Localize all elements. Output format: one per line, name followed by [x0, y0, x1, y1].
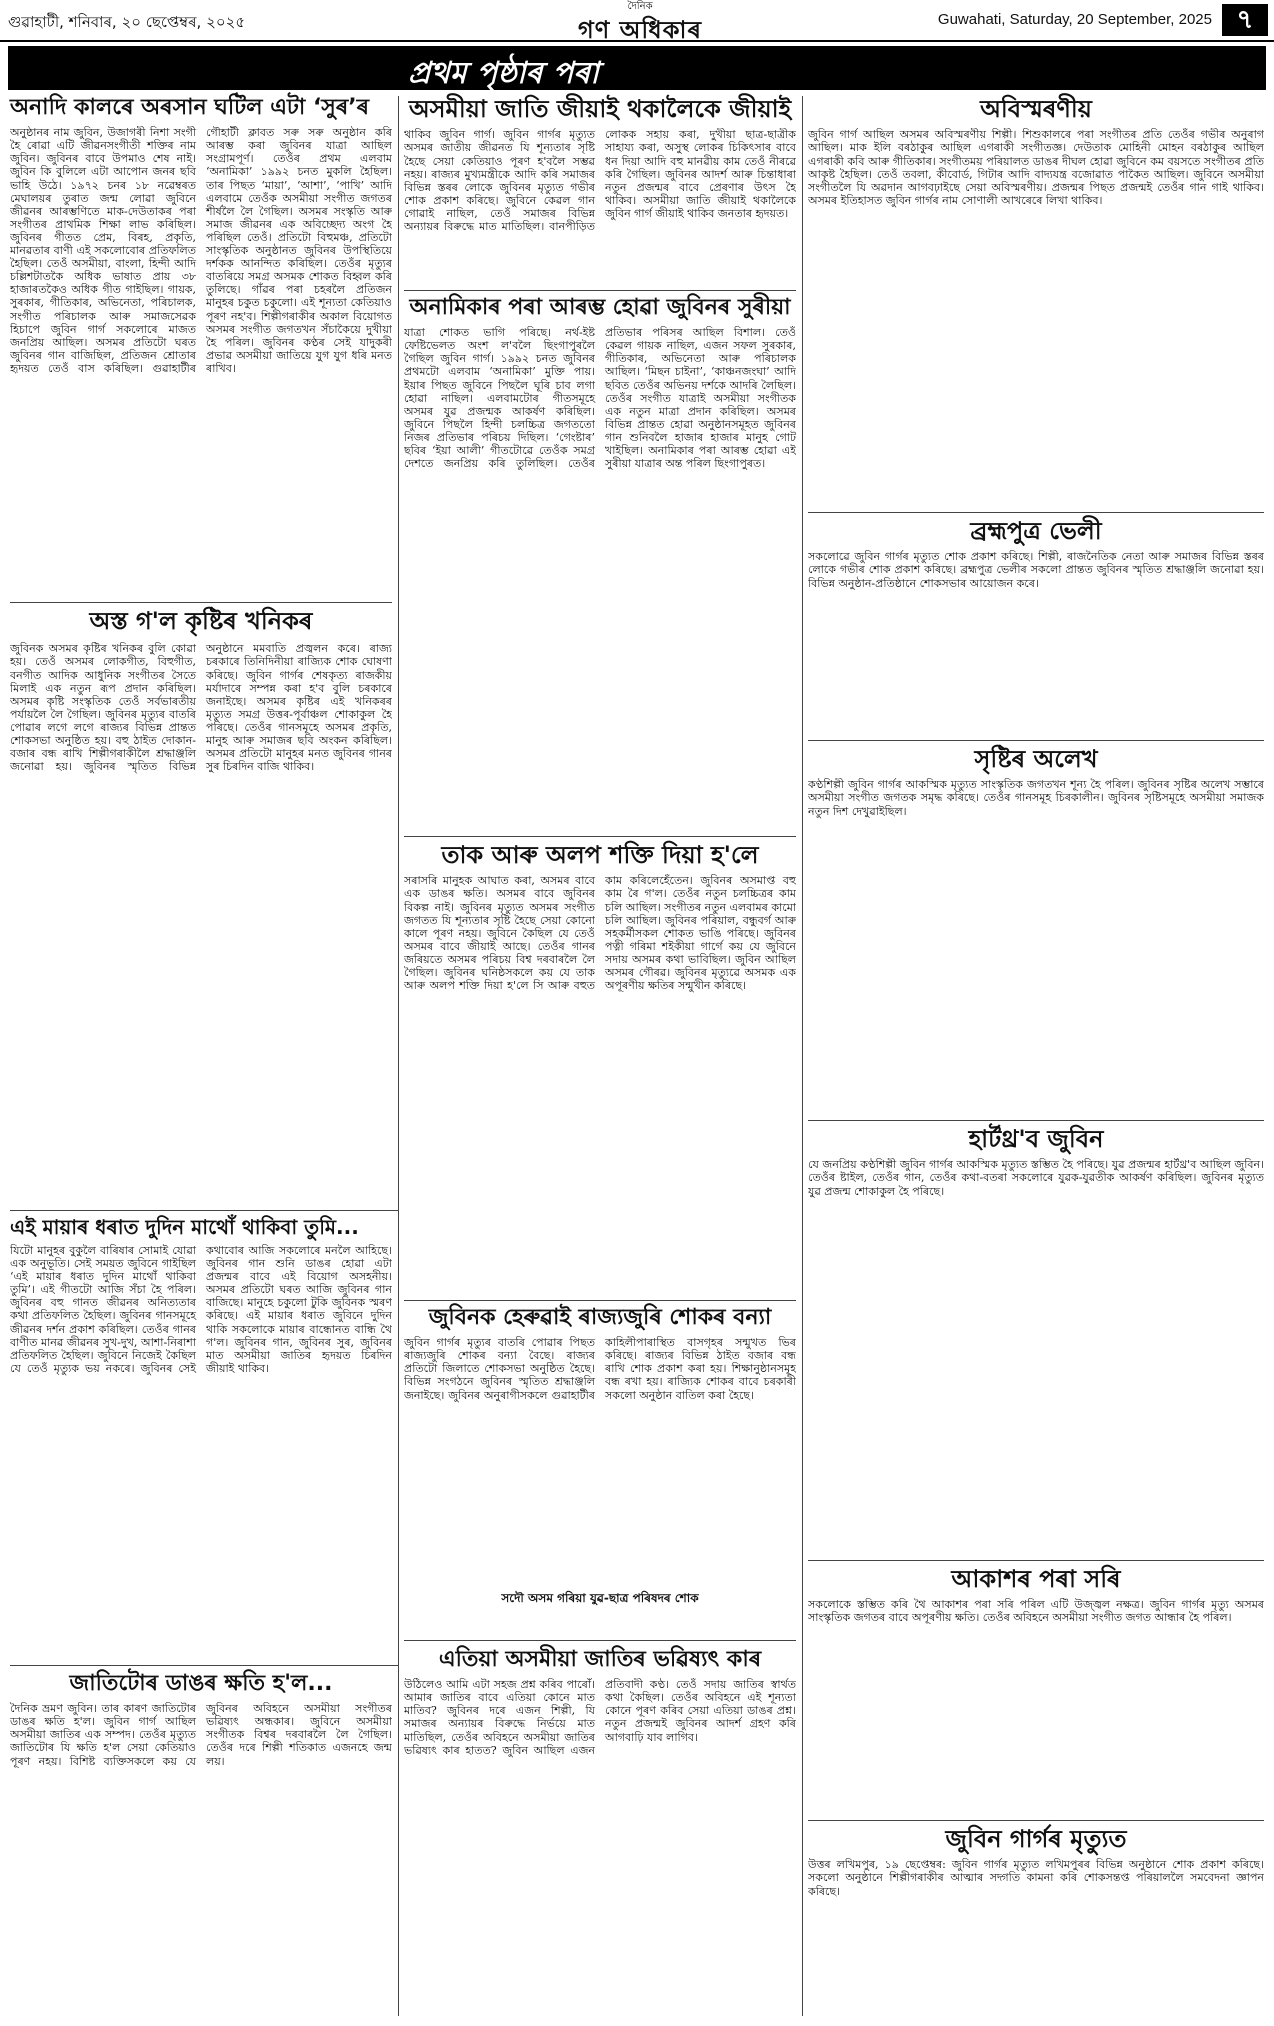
article-2: [404, 96, 796, 268]
divider: [808, 1560, 1264, 1561]
article-headline: অবিস্মৰণীয়: [980, 95, 1092, 123]
article-12: [808, 746, 1264, 1118]
divider: [404, 1300, 796, 1301]
divider: [10, 1210, 398, 1211]
article-headline: আকাশৰ পৰা সৰি: [951, 1565, 1121, 1593]
divider: [10, 602, 392, 603]
logo-main-text: গণ অধিকাৰ: [578, 16, 702, 44]
masthead-date-assamese: গুৱাহাটী, শনিবাৰ, ২০ ছেপ্তেম্বৰ, ২০২৫: [8, 13, 246, 31]
article-body: যাত্ৰা শোকত ভাগি পৰিছে। নৰ্থ-ইষ্ট ফেষ্টিভেলত অংশ ল'বলৈ ছিংগাপুৰলৈ গৈছিল জুবিন গাৰ্গ। ১৯৯২ চনত জুবিনৰ প্ৰথমটো এলবাম ‘অনামিকা’ মুক্তি পায়। ইয়াৰ পিছত জুবিনে পিছলৈ ঘূৰি চাব লগা হোৱা নাছিল। এলবামটোৰ গীতসমূহে অসমৰ যুৱ প্ৰজন্মক আকৰ্ষণ কৰিছিল। জুবিনে পিছলৈ হিন্দী চলচ্চিত্ৰ জগততো নিজৰ প্ৰতিভাৰ পৰিচয় দিছিল। ‘গেংষ্টাৰ’ ছবিৰ ‘ইয়া আলী’ গীতটোৱে তেওঁক সমগ্ৰ দেশতে জনপ্ৰিয় কৰি তুলিছিল। তেওঁৰ প্ৰতিভাৰ পৰিসৰ আছিল বিশাল। তেওঁ কেৱল গায়ক নাছিল, এজন সফল সুৰকাৰ, গীতিকাৰ, অভিনেতা আৰু পৰিচালক আছিল। ‘মিছন চাইনা’, ‘কাঞ্চনজংঘা’ আদি ছবিত তেওঁৰ অভিনয় দৰ্শকে আদৰি লৈছিল। তেওঁৰ সংগীত যাত্ৰাই অসমীয়া সংগীতক এক নতুন মাত্ৰা প্ৰদান কৰিছিল। অসমৰ বিভিন্ন প্ৰান্তত হোৱা অনুষ্ঠানসমূহত জুবিনৰ গান শুনিবলৈ হাজাৰ হাজাৰ মানুহ গোট খাইছিল। অনামিকাৰ পৰা আৰম্ভ হোৱা এই সুৰীয়া যাত্ৰাৰ অন্ত পৰিল ছিংগাপুৰত।: [404, 326, 796, 471]
article-10: [808, 96, 1264, 498]
masthead-date-english: Guwahati, Saturday, 20 September, 2025: [937, 11, 1212, 28]
article-3: [404, 296, 796, 826]
divider: [808, 512, 1264, 513]
divider: [404, 290, 796, 291]
article-headline: এতিয়া অসমীয়া জাতিৰ ভৱিষ্যৎ কাৰ: [438, 1647, 762, 1672]
divider: [10, 1665, 398, 1666]
article-7: [404, 1306, 796, 1614]
article-9: [10, 1672, 392, 2002]
article-subhead: সদৌ অসম গৰিয়া যুৱ-ছাত্ৰ পৰিষদৰ শোক: [501, 1591, 699, 1606]
divider: [404, 836, 796, 837]
article-body: থাকিব জুবিন গাৰ্গ। জুবিন গাৰ্গৰ মৃত্যুত অসমৰ জাতীয় জীৱনত যি শূন্যতাৰ সৃষ্টি হৈছে সেয়া কেতিয়াও পূৰণ হ'বলৈ সম্ভৱ নহয়। ৰাজ্যৰ মুখ্যমন্ত্ৰীকে আদি কৰি সমাজৰ বিভিন্ন স্তৰৰ লোকে জুবিনৰ মৃত্যুত গভীৰ শোক প্ৰকাশ কৰিছে। জুবিনে কেৱল গান গোৱাই নাছিল, তেওঁ সমাজৰ বিভিন্ন অন্যায়ৰ বিৰুদ্ধে মাত মাতিছিল। বানপীড়িত লোকক সহায় কৰা, দুখীয়া ছাত্ৰ-ছাত্ৰীক সাহায্য কৰা, অসুস্থ লোকৰ চিকিৎসাৰ বাবে ধন দিয়া আদি বহু মানৱীয় কাম তেওঁ নীৰৱে কৰি গৈছিল। জুবিনৰ আদৰ্শ আৰু চিন্তাধাৰা নতুন প্ৰজন্মৰ বাবে প্ৰেৰণাৰ উৎস হৈ থাকিব। অসমীয়া জাতি জীয়াই থকালৈকে জুবিন গাৰ্গ জীয়াই থাকিব জনতাৰ হৃদয়ত।: [404, 128, 796, 234]
article-15: [808, 1826, 1264, 2008]
section-banner: [8, 46, 1266, 90]
article-body: উঠিলেও আমি এটা সহজ প্ৰশ্ন কৰিব পাৰোঁ। আমাৰ জাতিৰ বাবে এতিয়া কোনে মাত মাতিব? জুবিনৰ দৰে এজন শিল্পী, যি সমাজৰ অন্যায়ৰ বিৰুদ্ধে নিৰ্ভয়ে মাত মাতিছিল, তেওঁৰ অবিহনে অসমীয়া জাতিৰ ভৱিষ্যৎ কাৰ হাতত? জুবিন আছিল এজন প্ৰতিবাদী কণ্ঠ। তেওঁ সদায় জাতিৰ স্বাৰ্থত কথা কৈছিল। তেওঁৰ অবিহনে এই শূন্যতা কোনে পূৰণ কৰিব সেয়া এতিয়া ডাঙৰ প্ৰশ্ন। নতুন প্ৰজন্মই জুবিনৰ আদৰ্শ গ্ৰহণ কৰি আগবাঢ়ি যাব লাগিব।: [404, 1678, 796, 1757]
article-body: যে জনপ্ৰিয় কণ্ঠশিল্পী জুবিন গাৰ্গৰ আকস্মিক মৃত্যুত স্তম্ভিত হৈ পৰিছে। যুৱ প্ৰজন্মৰ হাৰ্টথ্ৰ'ব আছিল জুবিন। তেওঁৰ ষ্টাইল, তেওঁৰ গান, তেওঁৰ কথা-বতৰা সকলোৰে যুৱক-যুৱতীক আকৰ্ষণ কৰিছিল। জুবিনৰ মৃত্যুত যুৱ প্ৰজন্ম শোকাকুল হৈ পৰিছে।: [808, 1158, 1264, 1198]
article-headline: অনাদি কালৰে অৰসান ঘটিল এটা ‘সুৰ’ৰ: [10, 95, 369, 120]
article-headline: জুবিন গাৰ্গৰ মৃত্যুত: [945, 1825, 1127, 1853]
article-13: [808, 1126, 1264, 1558]
article-headline: জাতিটোৰ ডাঙৰ ক্ষতি হ'ল...: [69, 1671, 333, 1696]
page-number: ৭: [1222, 4, 1268, 36]
article-body: জুবিনক অসমৰ কৃষ্টিৰ খনিকৰ বুলি কোৱা হয়। তেওঁ অসমৰ লোকগীত, বিহুগীত, বনগীত আদিক আধুনিক সংগীতৰ সৈতে মিলাই এক নতুন ৰূপ প্ৰদান কৰিছিল। অসমৰ কৃষ্টি সংস্কৃতিক তেওঁ সৰ্বভাৰতীয় পৰ্যায়লৈ লৈ গৈছিল। জুবিনৰ মৃত্যুৰ বাতৰি পোৱাৰ লগে লগে ৰাজ্যৰ বিভিন্ন প্ৰান্তত শোকসভা অনুষ্ঠিত হয়। বহু ঠাইত দোকান-বজাৰ বন্ধ ৰাখি শিল্পীগৰাকীলৈ শ্ৰদ্ধাঞ্জলি জনোৱা হয়। জুবিনৰ স্মৃতিত বিভিন্ন অনুষ্ঠানে মমবাতি প্ৰজ্বলন কৰে। ৰাজ্য চৰকাৰে তিনিদিনীয়া ৰাজ্যিক শোক ঘোষণা কৰিছে। জুবিন গাৰ্গৰ শেষকৃত্য ৰাজকীয় মৰ্যাদাৰে সম্পন্ন কৰা হ'ব বুলি চৰকাৰে জনাইছে। অসমৰ কৃষ্টিৰ এই খনিকৰৰ মৃত্যুত সমগ্ৰ উত্তৰ-পূৰ্বাঞ্চল শোকাকুল হৈ পৰিছে। তেওঁৰ গানসমূহে অসমৰ প্ৰকৃতি, মানুহ আৰু সমাজৰ ছবি অংকন কৰিছিল। অসমৰ প্ৰতিটো মানুহৰ মনত জুবিনৰ গানৰ সুৰ চিৰদিন বাজি থাকিব।: [10, 642, 392, 774]
article-5: [404, 842, 796, 1274]
article-body: সকলোকে স্তম্ভিত কৰি থৈ আকাশৰ পৰা সৰি পৰিল এটি উজ্জ্বল নক্ষত্ৰ। জুবিন গাৰ্গৰ মৃত্যু অসমৰ সাংস্কৃতিক জগতৰ বাবে অপূৰণীয় ক্ষতি। তেওঁৰ অবিহনে অসমীয়া সংগীত জগত আন্ধাৰ হৈ পৰিল।: [808, 1598, 1264, 1625]
column-rule: [398, 96, 399, 2016]
article-14: [808, 1566, 1264, 1818]
article-headline: অসমীয়া জাতি জীয়াই থকালৈকে জীয়াই: [408, 95, 792, 123]
article-body: দৈনিক ভ্ৰমণ জুবিন। তাৰ কাৰণ জাতিটোৰ ডাঙৰ ক্ষতি হ'ল। জুবিন গাৰ্গ আছিল অসমীয়া জাতিৰ এক সম্পদ। তেওঁৰ মৃত্যুত জাতিটোৰ যি ক্ষতি হ'ল সেয়া কেতিয়াও পূৰণ নহয়। বিশিষ্ট ব্যক্তিসকলে কয় যে জুবিনৰ অবিহনে অসমীয়া সংগীতৰ ভৱিষ্যৎ অন্ধকাৰ। জুবিনে অসমীয়া সংগীতক বিশ্বৰ দৰবাৰলৈ লৈ গৈছিল। তেওঁৰ দৰে শিল্পী শতিকাত এজনহে জন্ম লয়।: [10, 1702, 392, 1768]
section-title: প্ৰথম পৃষ্ঠাৰ পৰা: [408, 56, 599, 91]
article-4: [10, 608, 392, 1217]
article-body: সৰাসৰি মানুহক আঘাত কৰা, অসমৰ বাবে এক ডাঙৰ ক্ষতি। অসমৰ বাবে জুবিনৰ বিকল্প নাই। জুবিনৰ মৃত্যুত অসমৰ সংগীত জগতত যি শূন্যতাৰ সৃষ্টি হৈছে সেয়া কোনো কালে পূৰণ নহয়। জুবিনে কৈছিল যে তেওঁ অসমৰ বাবে জীয়াই আছে। তেওঁৰ গানৰ জৰিয়তে অসমৰ পৰিচয় বিশ্ব দৰবাৰলৈ লৈ গৈছিল। জুবিনৰ ঘনিষ্ঠসকলে কয় যে তাক আৰু অলপ শক্তি দিয়া হ'লে সি আৰু বহুত কাম কৰিলেহেঁতেন। জুবিনৰ অসমাপ্ত বহু কাম ৰৈ গ'ল। তেওঁৰ নতুন চলচ্চিত্ৰৰ কাম চলি আছিল। সংগীতৰ নতুন এলবামৰ কামো চলি আছিল। জুবিনৰ পৰিয়াল, বন্ধুবৰ্গ আৰু সহকৰ্মীসকল শোকত ভাঙি পৰিছে। জুবিনৰ পত্নী গৰিমা শইকীয়া গাৰ্গে কয় যে জুবিনে সদায় অসমৰ কথা ভাবিছিল। জুবিন আছিল অসমৰ গৌৰৱ। জুবিনৰ মৃত্যুৱে অসমক এক অপূৰণীয় ক্ষতিৰ সন্মুখীন কৰিছে।: [404, 874, 796, 993]
article-headline: এই মায়াৰ ধৰাত দুদিন মাথোঁ থাকিবা তুমি...: [10, 1215, 359, 1239]
article-body: কণ্ঠশিল্পী জুবিন গাৰ্গৰ আকস্মিক মৃত্যুত সাংস্কৃতিক জগতখন শূন্য হৈ পৰিল। জুবিনৰ সৃষ্টিৰ অলেখ সম্ভাৰে অসমীয়া সংগীত জগতক সমৃদ্ধ কৰিছে। তেওঁৰ গানসমূহ চিৰকালীন। জুবিনৰ সৃষ্টিসমূহে অসমীয়া সমাজক নতুন দিশ দেখুৱাইছিল।: [808, 778, 1264, 818]
column-rule: [802, 96, 803, 2016]
article-body: জুবিন গাৰ্গ আছিল অসমৰ অবিস্মৰণীয় শিল্পী। শিশুকালৰে পৰা সংগীতৰ প্ৰতি তেওঁৰ গভীৰ অনুৰাগ আছিল। মাক ইলি বৰঠাকুৰ আছিল এগৰাকী সংগীতজ্ঞ। দেউতাক মোহিনী মোহন বৰঠাকুৰ আছিল এগৰাকী কবি আৰু গীতিকাৰ। সংগীতময় পৰিয়ালত ডাঙৰ দীঘল হোৱা জুবিনে কম বয়সতে সংগীতৰ প্ৰতি আকৃষ্ট হৈছিল। তেওঁ তবলা, কীবোৰ্ড, গিটাৰ আদি বাদ্যযন্ত্ৰ বজোৱাত পাকৈত আছিল। জুবিনে অসমীয়া সংগীতলৈ যি অৱদান আগবঢ়াইছে সেয়া অবিস্মৰণীয়। প্ৰজন্মৰ পিছত প্ৰজন্মই তেওঁৰ গান গাই থাকিব। অসমৰ ইতিহাসত জুবিন গাৰ্গৰ নাম সোণালী আখৰেৰে লিখা থাকিব।: [808, 128, 1264, 207]
masthead: [0, 0, 1274, 42]
article-headline: জুবিনক হেৰুৱাই ৰাজ্যজুৰি শোকৰ বন্যা: [428, 1305, 772, 1330]
divider: [808, 740, 1264, 741]
article-headline: অনামিকাৰ পৰা আৰম্ভ হোৱা জুবিনৰ সুৰীয়া: [409, 295, 791, 320]
divider: [808, 1120, 1264, 1121]
article-8: [404, 1648, 796, 1998]
article-body: জুবিন গাৰ্গৰ মৃত্যুৰ বাতৰি পোৱাৰ পিছত ৰাজ্যজুৰি শোকৰ বন্যা বৈছে। ৰাজ্যৰ প্ৰতিটো জিলাতে শোকসভা অনুষ্ঠিত হৈছে। বিভিন্ন সংগঠনে জুবিনৰ স্মৃতিত শ্ৰদ্ধাঞ্জলি জনাইছে। জুবিনৰ অনুৰাগীসকলে গুৱাহাটীৰ কাহিলীপাৰাস্থিত বাসগৃহৰ সন্মুখত ভিৰ কৰিছে। ৰাজ্যৰ বিভিন্ন ঠাইত বজাৰ বন্ধ ৰাখি শোক প্ৰকাশ কৰা হয়। শিক্ষানুষ্ঠানসমূহ বন্ধ ৰখা হয়। ৰাজ্যিক শোকৰ বাবে চৰকাৰী সকলো অনুষ্ঠান বাতিল কৰা হৈছে।: [404, 1336, 796, 1402]
article-body: উত্তৰ লখিমপুৰ, ১৯ ছেপ্তেম্বৰ: জুবিন গাৰ্গৰ মৃত্যুত লখিমপুৰৰ বিভিন্ন অনুষ্ঠানে শোক প্ৰকাশ কৰিছে। সকলো অনুষ্ঠানে শিল্পীগৰাকীৰ আত্মাৰ সদ্গতি কামনা কৰি শোকসন্তপ্ত পৰিয়াললৈ সমবেদনা জ্ঞাপন কৰিছে।: [808, 1858, 1264, 1898]
article-headline: ব্ৰহ্মপুত্ৰ ভেলী: [970, 517, 1102, 545]
logo-small-text: দৈনিক: [627, 1, 653, 12]
divider: [404, 1640, 796, 1641]
article-headline: সৃষ্টিৰ অলেখ: [974, 745, 1098, 773]
article-6: [10, 1216, 392, 1654]
article-body: যিটো মানুহৰ বুকুলৈ বাৰিষাৰ সোমাই যোৱা এক অনুভূতি। সেই সময়ত জুবিনে গাইছিল ‘এই মায়াৰ ধৰাত দুদিন মাথোঁ থাকিবা তুমি’। এই গীতটো আজি সঁচা হৈ পৰিল। জুবিনৰ বহু গানত জীৱনৰ অনিত্যতাৰ কথা প্ৰতিফলিত হৈছিল। জুবিনৰ গানসমূহে জীৱনৰ দৰ্শন প্ৰকাশ কৰিছিল। তেওঁৰ গানৰ বাণীত মানৱ জীৱনৰ সুখ-দুখ, আশা-নিৰাশা প্ৰতিফলিত হৈছিল। জুবিনে নিজেই কৈছিল যে তেওঁ মৃত্যুক ভয় নকৰে। জুবিনৰ সেই কথাবোৰ আজি সকলোৰে মনলৈ আহিছে। জুবিনৰ গান শুনি ডাঙৰ হোৱা এটা প্ৰজন্মৰ বাবে এই বিয়োগ অসহনীয়। অসমৰ প্ৰতিটো ঘৰত আজি জুবিনৰ গান বাজিছে। মানুহে চকুলো টুকি জুবিনক স্মৰণ কৰিছে। এই মায়াৰ ধৰাত জুবিনে দুদিন থাকি সকলোকে মায়াৰ বান্ধোনত বান্ধি থৈ গ'ল। জুবিনৰ গান, জুবিনৰ সুৰ, জুবিনৰ মাত অসমীয়া জাতিৰ হৃদয়ত চিৰদিন জীয়াই থাকিব।: [10, 1244, 392, 1375]
newspaper-logo: [500, 1, 780, 44]
article-body: সকলোৱে জুবিন গাৰ্গৰ মৃত্যুত শোক প্ৰকাশ কৰিছে। শিল্পী, ৰাজনৈতিক নেতা আৰু সমাজৰ বিভিন্ন স্তৰৰ লোকে গভীৰ শোক প্ৰকাশ কৰিছে। ব্ৰহ্মপুত্ৰ ভেলীৰ সকলো প্ৰান্তত জুবিনৰ স্মৃতিত শ্ৰদ্ধাঞ্জলি জনোৱা হয়। বিভিন্ন অনুষ্ঠান-প্ৰতিষ্ঠানে শোকসভাৰ আয়োজন কৰে।: [808, 550, 1264, 590]
article-headline: তাক আৰু অলপ শক্তি দিয়া হ'লে: [441, 841, 759, 869]
article-headline: অস্ত গ'ল কৃষ্টিৰ খনিকৰ: [89, 607, 313, 635]
divider: [808, 1820, 1264, 1821]
article-headline: হাৰ্টথ্ৰ'ব জুবিন: [968, 1125, 1104, 1153]
article-body: অনুষ্ঠানৰ নাম জুবিন, উজাগৰী নিশা সংগী হৈ ৰোৱা এটি জীৱনসংগীতী শক্তিৰ নাম জুবিন। জুবিনৰ বাবে উপমাও শেষ নাই। জুবিন কি বুলিলে এটা আপোন জনৰ ছবি ভাহি উঠে। ১৯৭২ চনৰ ১৮ নৱেম্বৰত মেঘালয়ৰ তুৰাত জন্ম লোৱা জুবিনে জীৱনৰ আৰম্ভণিতে মাক-দেউতাকৰ পৰা সংগীতৰ প্ৰাথমিক শিক্ষা লাভ কৰিছিল। জুবিনৰ গীতত প্ৰেম, বিৰহ, প্ৰকৃতি, মানৱতাৰ বাণী এই সকলোবোৰ প্ৰতিফলিত হৈছিল। তেওঁ অসমীয়া, বাংলা, হিন্দী আদি চল্লিশটাতকৈ অধিক ভাষাত প্ৰায় ৩৮ হাজাৰতকৈও অধিক গীত গাইছিল। গায়ক, সুৰকাৰ, গীতিকাৰ, অভিনেতা, পৰিচালক, সংগীত পৰিচালক আৰু সমাজসেৱক হিচাপে জুবিন গাৰ্গ সকলোৰে মাজত জনপ্ৰিয় আছিল। অসমৰ প্ৰতিটো ঘৰত জুবিনৰ গান বাজিছিল, প্ৰতিজন শ্ৰোতাৰ হৃদয়ত তেওঁ বাস কৰিছিল। গুৱাহাটীৰ গৌহাটী ক্লাবত সৰু সৰু অনুষ্ঠান কৰি আৰম্ভ কৰা জুবিনৰ যাত্ৰা আছিল সংগ্ৰামপূৰ্ণ। তেওঁৰ প্ৰথম এলবাম ‘অনামিকা’ ১৯৯২ চনত মুকলি হৈছিল। তাৰ পিছত ‘মায়া’, ‘আশা’, ‘পাখি’ আদি এলবামে তেওঁক অসমীয়া সংগীত জগতৰ শীৰ্ষলৈ লৈ গৈছিল। অসমৰ সংস্কৃতি আৰু সমাজ জীৱনৰ এক অবিচ্ছেদ্য অংগ হৈ পৰিছিল তেওঁ। প্ৰতিটো বিহুমঞ্চ, প্ৰতিটো সাংস্কৃতিক অনুষ্ঠানত জুবিনৰ উপস্থিতিয়ে দৰ্শকক আনন্দিত কৰিছিল। তেওঁৰ মৃত্যুৰ বাতৰিয়ে সমগ্ৰ অসমক শোকত বিহ্বল কৰি তুলিছে। গাঁৱৰ পৰা চহৰলৈ প্ৰতিজন মানুহৰ চকুত চকুলো। এই শূন্যতা কেতিয়াও পূৰণ নহ'ব। শিল্পীগৰাকীৰ অকাল বিয়োগত অসমৰ সংগীত জগতখন সঁচাকৈয়ে দুখীয়া হৈ পৰিল। জুবিনৰ কণ্ঠৰ সেই যাদুকৰী প্ৰভাৱ অসমীয়া জাতিয়ে যুগ যুগ ধৰি মনত ৰাখিব।: [10, 126, 392, 375]
article-11: [808, 518, 1264, 720]
article-1: [10, 96, 392, 551]
